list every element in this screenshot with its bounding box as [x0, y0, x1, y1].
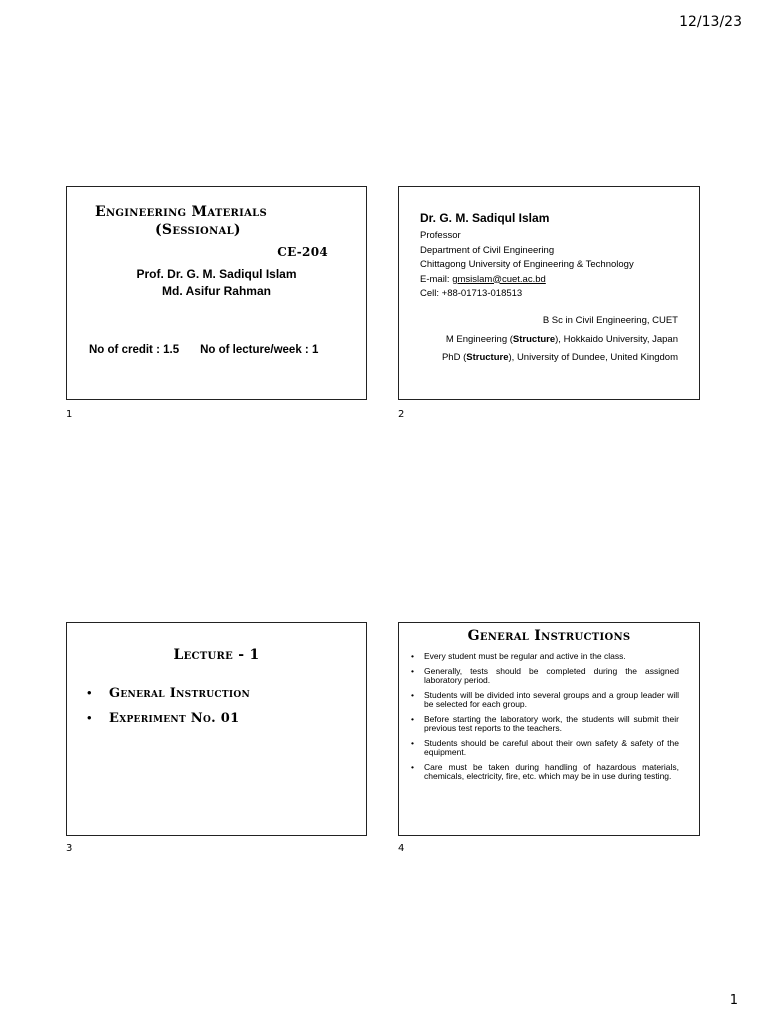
- bullet-icon: •: [87, 685, 92, 700]
- list-item: • Care must be taken during handling of hazardous materials, chemicals, electricity, fire, etc. which may be in use during testing.: [409, 763, 679, 781]
- credit-info: [89, 344, 318, 356]
- slide-number-3: 3: [66, 843, 73, 854]
- degree-bsc: B Sc in Civil Engineering, CUET: [542, 315, 678, 326]
- instructions-heading: General Instructions: [467, 628, 631, 644]
- instructor-name: Dr. G. M. Sadiqul Islam: [420, 211, 550, 225]
- instructor-info: [420, 229, 634, 302]
- slide-number-1: 1: [66, 409, 73, 420]
- list-item: [87, 685, 250, 701]
- slide-1: [66, 186, 367, 400]
- slide-4: [398, 622, 700, 836]
- degree-meng-field: Structure: [512, 334, 556, 345]
- course-title: Engineering Materials: [95, 204, 268, 220]
- slide-number-2: 2: [398, 409, 405, 420]
- degree-phd-suffix: ), University of Dundee, United Kingdom: [508, 352, 678, 363]
- instructor-cell: Cell: +88-01713-018513: [420, 288, 523, 299]
- list-item: • Every student must be regular and active in the class.: [409, 652, 679, 661]
- degree-meng: [446, 334, 678, 345]
- professor-name: Prof. Dr. G. M. Sadiqul Islam: [136, 267, 297, 281]
- degree-meng-suffix: ), Hokkaido University, Japan: [555, 334, 678, 345]
- credit-count: No of credit : 1.5: [89, 344, 180, 356]
- instructor-email-line: [420, 273, 634, 288]
- slide-3: [66, 622, 367, 836]
- list-item: • Before starting the laboratory work, the students will submit their previous test reports to the teachers.: [409, 715, 679, 733]
- topic-text: General Instruction: [109, 686, 251, 701]
- lecture-topics: [87, 685, 250, 735]
- lecture-count: No of lecture/week : 1: [200, 344, 319, 356]
- email-link[interactable]: gmsislam@cuet.ac.bd: [452, 273, 546, 285]
- slide-number-4: 4: [398, 843, 405, 854]
- instructions-list: [409, 652, 679, 787]
- slide-2: [398, 186, 700, 400]
- course-code: CE-204: [277, 245, 328, 259]
- degree-phd-field: Structure: [466, 352, 509, 363]
- list-item: • Students will be divided into several groups and a group leader will be selected for each group.: [409, 691, 679, 709]
- degree-phd-prefix: PhD (: [441, 352, 467, 363]
- page-number: 1: [729, 993, 738, 1008]
- course-subtitle: (Sessional): [155, 222, 241, 238]
- instructor-title: Professor: [420, 230, 461, 241]
- bullet-icon: •: [87, 710, 92, 725]
- instructor-university: Chittagong University of Engineering & Technology: [420, 259, 634, 270]
- page-date: 12/13/23: [679, 14, 742, 30]
- list-item: [87, 710, 250, 726]
- degree-meng-prefix: M Engineering (: [445, 334, 513, 345]
- list-item: • Generally, tests should be completed during the assigned laboratory period.: [409, 667, 679, 685]
- topic-text: Experiment No. 01: [109, 711, 240, 726]
- lecture-heading: Lecture - 1: [173, 647, 260, 663]
- instructor-department: Department of Civil Engineering: [420, 244, 555, 256]
- email-label: E-mail:: [420, 273, 453, 285]
- co-instructor-name: Md. Asifur Rahman: [162, 284, 271, 298]
- degree-phd: [442, 352, 678, 363]
- list-item: • Students should be careful about their own safety & safety of the equipment.: [409, 739, 679, 757]
